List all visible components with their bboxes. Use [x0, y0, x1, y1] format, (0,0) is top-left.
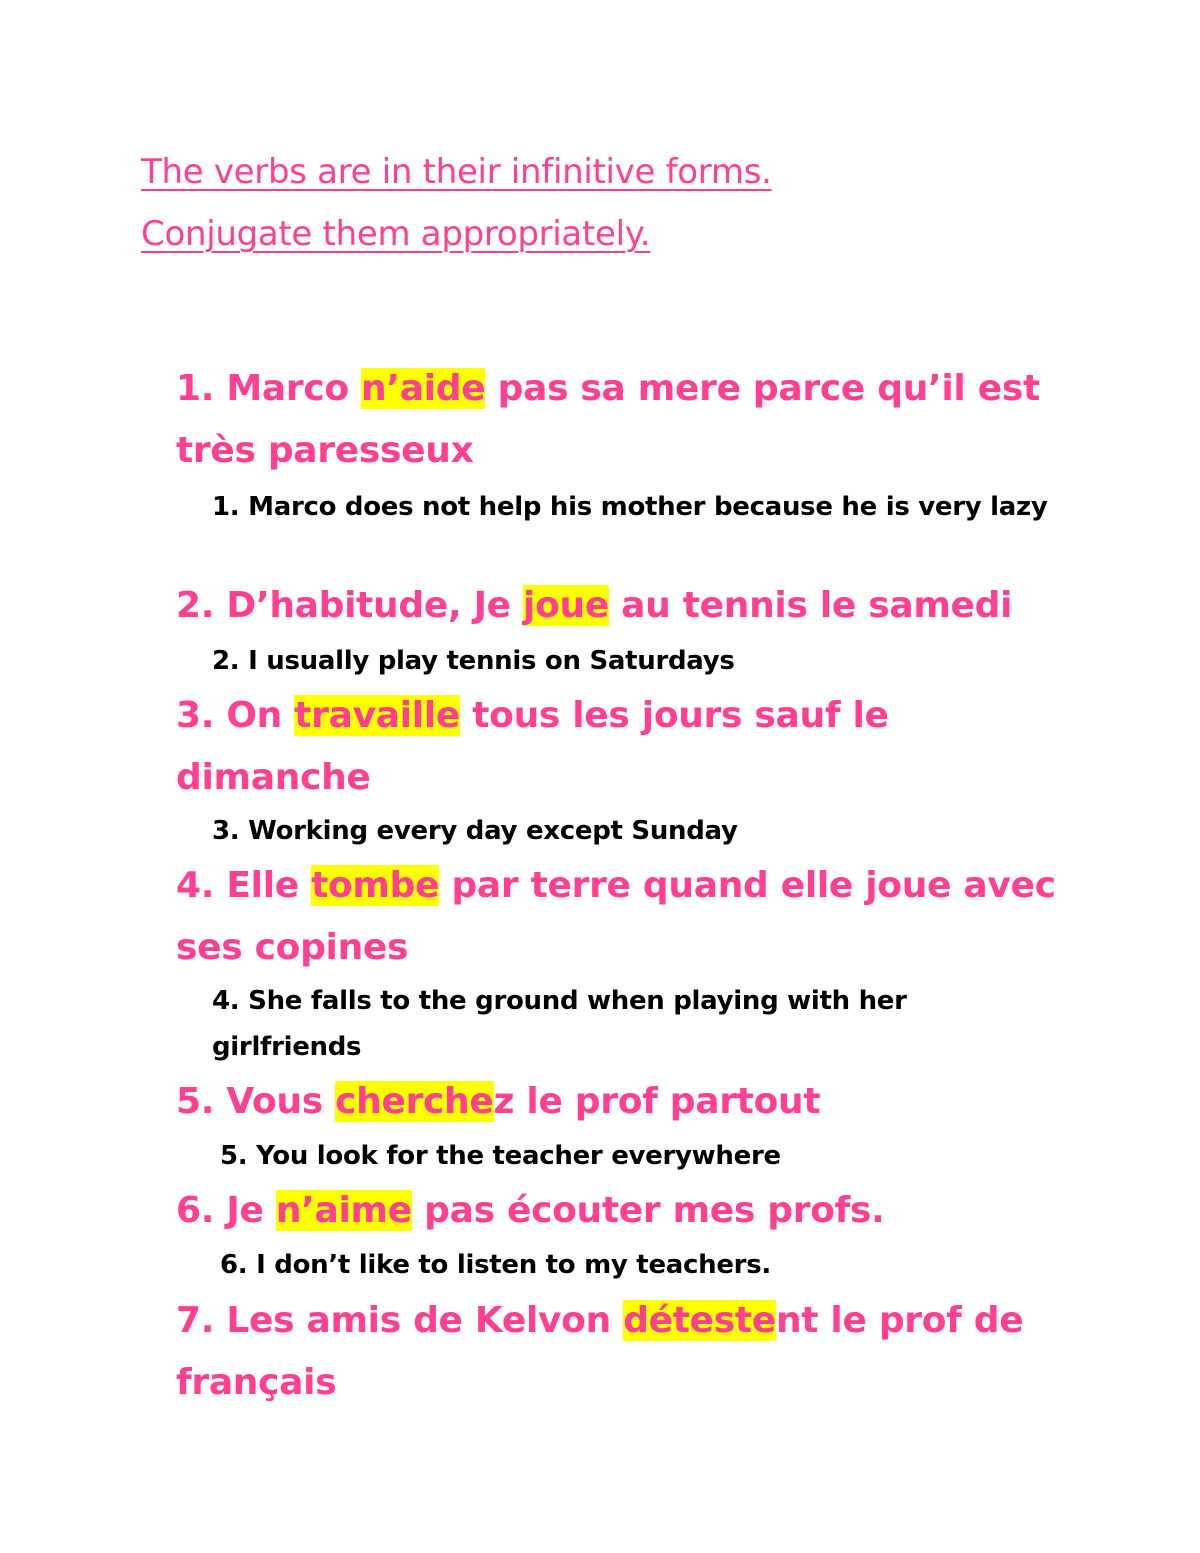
sentence-start: Vous [226, 1081, 336, 1122]
translation-text: Marco does not help his mother because he is very lazy [239, 492, 1048, 522]
instruction-heading-line-2: Conjugate them appropriately. [141, 214, 651, 254]
item-number: 2. [176, 585, 215, 626]
translation-text: Working every day except Sunday [248, 816, 738, 846]
sentence-start: D’habitude, Je [214, 585, 524, 626]
translation-text: I usually play tennis on Saturdays [248, 646, 735, 676]
highlighted-verb: déteste [623, 1300, 776, 1341]
english-translation-2 [212, 638, 1058, 684]
item-number: 2. [212, 646, 240, 676]
translation-text: I don’t like to listen to my teachers. [256, 1250, 771, 1280]
sentence-start: Marco [214, 368, 362, 409]
french-sentence-7 [176, 1290, 1058, 1414]
item-number: 4. [176, 865, 215, 906]
french-sentence-3 [176, 685, 1058, 809]
french-sentence-6 [176, 1180, 1058, 1242]
item-number: 3. [176, 695, 215, 736]
item-number: 5. [220, 1141, 248, 1171]
sentence-end: au tennis le samedi [608, 585, 1013, 626]
item-number: 7. [176, 1300, 215, 1341]
sentence-start: Les amis de Kelvon [226, 1300, 624, 1341]
highlighted-verb: cherche [335, 1081, 494, 1122]
sentence-start: Je [226, 1190, 276, 1231]
sentence-start: Elle [226, 865, 312, 906]
english-translation-6 [220, 1242, 1066, 1288]
french-sentence-5 [176, 1071, 1058, 1133]
english-translation-5 [220, 1133, 1066, 1179]
highlighted-verb: n’aime [275, 1190, 412, 1231]
highlighted-verb: tombe [311, 865, 440, 906]
sentence-end: pas écouter mes profs. [411, 1190, 885, 1231]
sentence-end: pas sa mere parce qu’il est très paresseux [176, 368, 1040, 471]
sentence-start: On [226, 695, 295, 736]
french-sentence-4 [176, 855, 1058, 979]
highlighted-verb: travaille [294, 695, 460, 736]
item-number: 4. [212, 986, 240, 1016]
item-number: 5. [176, 1081, 215, 1122]
english-translation-3 [212, 808, 1058, 854]
translation-text: You look for the teacher everywhere [256, 1141, 781, 1171]
sentence-end: tous les jours sauf le dimanche [176, 695, 889, 798]
item-number: 6. [220, 1250, 248, 1280]
sentence-end: z le prof partout [493, 1081, 821, 1122]
sentence-end: par terre quand elle joue avec ses copines [176, 865, 1056, 968]
english-translation-1 [212, 484, 1058, 530]
sentence-end: nt le prof de français [176, 1300, 1024, 1403]
instruction-heading-line-1: The verbs are in their infinitive forms. [141, 152, 772, 192]
highlighted-verb: joue [523, 585, 609, 626]
item-number: 6. [176, 1190, 215, 1231]
item-number: 3. [212, 816, 240, 846]
french-sentence-1 [176, 358, 1058, 482]
translation-text: She falls to the ground when playing with her girlfriends [212, 986, 907, 1062]
french-sentence-2 [176, 575, 1058, 637]
item-number: 1. [212, 492, 240, 522]
highlighted-verb: n’aide [361, 368, 486, 409]
item-number: 1. [176, 368, 215, 409]
english-translation-4 [212, 978, 1058, 1070]
